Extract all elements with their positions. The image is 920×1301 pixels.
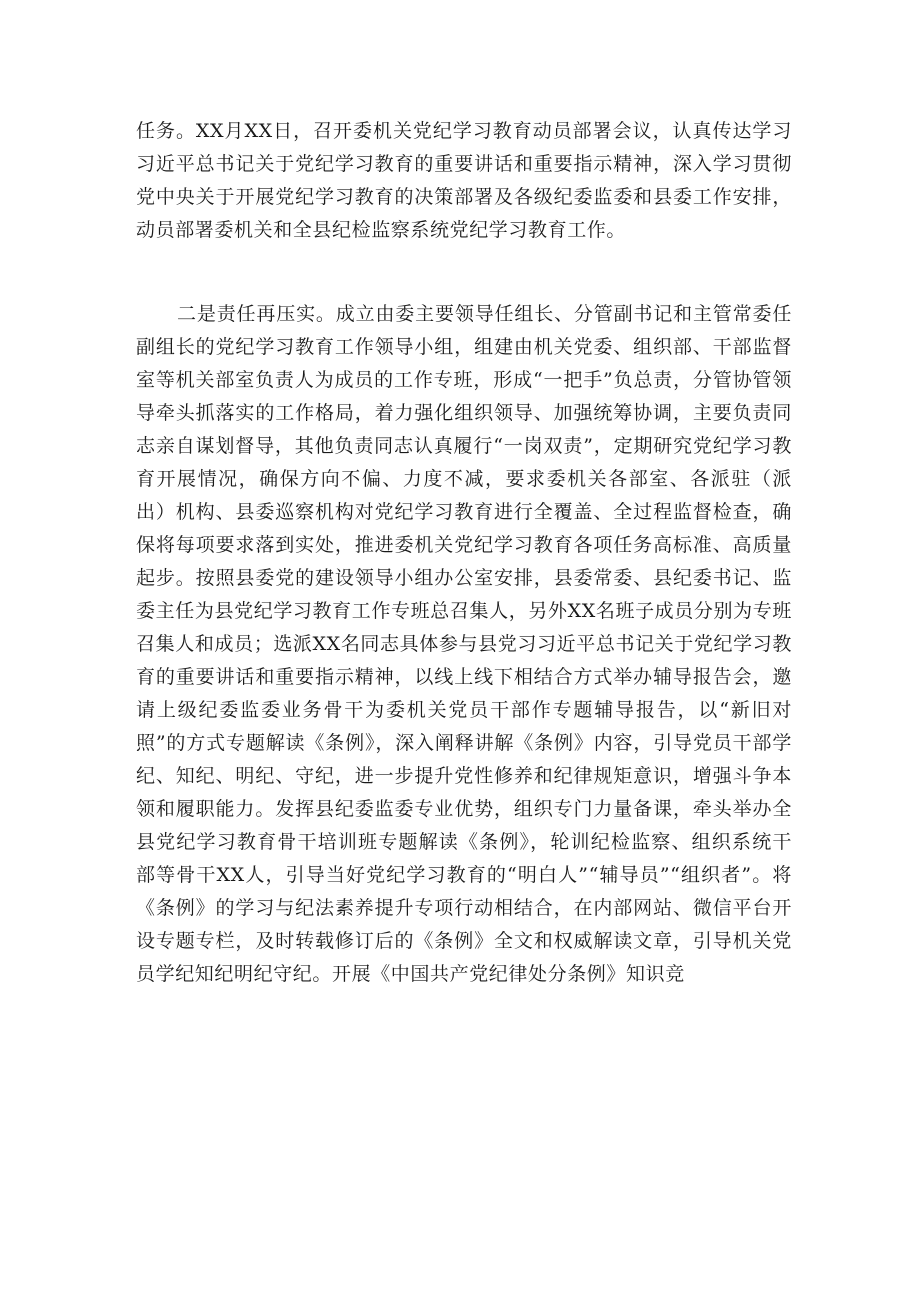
paragraph-responsibility: 二是责任再压实。成立由委主要领导任组长、分管副书记和主管常委任副组长的党纪学习教育工作领导小组，组建由机关党委、组织部、干部监督室等机关部室负责人为成员的工作专班，形成“一把手”负总责，分管协管领导牵头抓落实的工作格局，着力强化组织领导、加强统筹协调，主要负责同志亲自谋划督导，其他负责同志认真履行“一岗双责”，定期研究党纪学习教育开展情况，确保方向不偏、力度不减，要求委机关各部室、各派驻（派出）机构、县委巡察机构对党纪学习教育进行全覆盖、全过程监督检查，确保将每项要求落到实处，推进委机关党纪学习教育各项任务高标准、高质量起步。按照县委党的建设领导小组办公室安排，县委常委、县纪委书记、监委主任为县党纪学习教育工作专班总召集人，另外XX名班子成员分别为专班召集人和成员；选派XX名同志具体参与县党习习近平总书记关于党纪学习教育的重要讲话和重要指示精神，以线上线下相结合方式举办辅导报告会，邀请上级纪委监委业务骨干为委机关党员干部作专题辅导报告，以“新旧对照”的方式专题解读《条例》，深入阐释讲解《条例》内容，引导党员干部学纪、知纪、明纪、守纪，进一步提升党性修养和纪律规矩意识，增强斗争本领和履职能力。发挥县纪委监委专业优势，组织专门力量备课，牵头举办全县党纪学习教育骨干培训班专题解读《条例》，轮训纪检监察、组织系统干部等骨干XX人，引导当好党纪学习教育的“明白人”“辅导员”“组织者”。将《条例》的学习与纪法素养提升专项行动相结合，在内部网站、微信平台开设专题专栏，及时转载修订后的《条例》全文和权威解读文章，引导机关党员学纪知纪明纪守纪。开展《中国共产党纪律处分条例》知识竞 bbox=[136, 303, 792, 985]
paragraph-task-summary: 任务。XX月XX日，召开委机关党纪学习教育动员部署会议，认真传达学习习近平总书记关于党纪学习教育的重要讲话和重要指示精神，深入学习贯彻党中央关于开展党纪学习教育的决策部署及各级纪委监委和县委工作安排，动员部署委机关和全县纪检监察系统党纪学习教育工作。 bbox=[136, 120, 792, 241]
